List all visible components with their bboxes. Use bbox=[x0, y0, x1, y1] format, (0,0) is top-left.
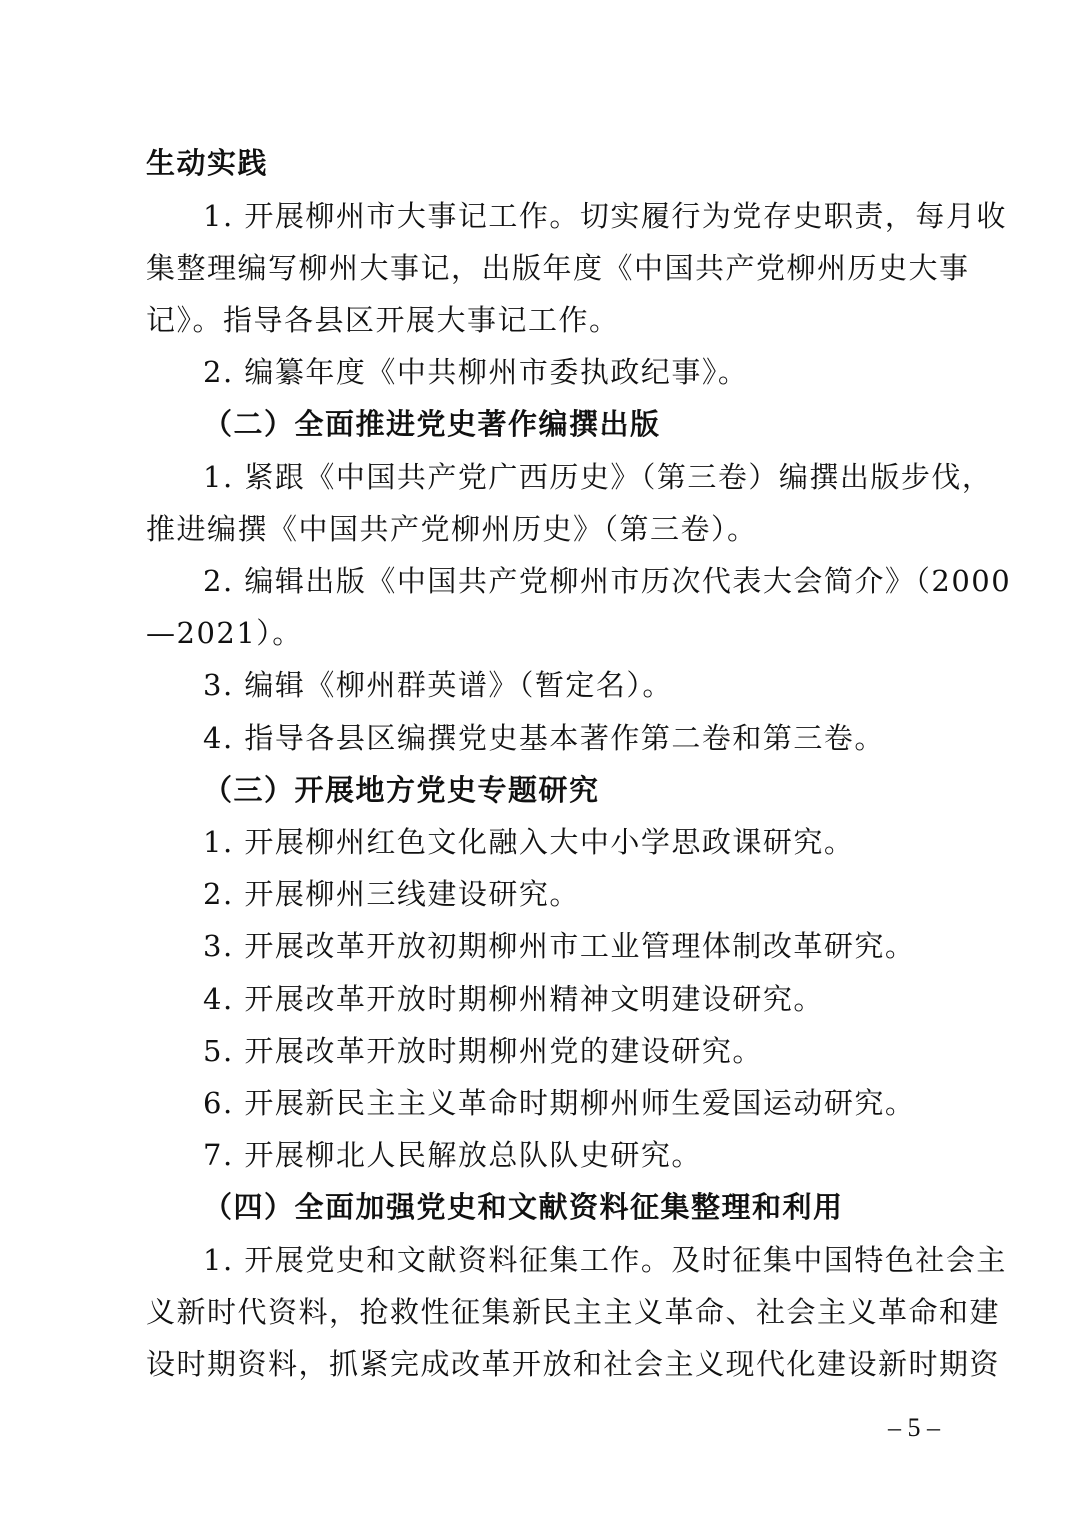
section-continuation-heading: 生动实践 bbox=[146, 146, 269, 180]
paragraph-line: 7. 开展柳北人民解放总队队史研究。 bbox=[203, 1138, 702, 1172]
paragraph-line: 5. 开展改革开放时期柳州党的建设研究。 bbox=[203, 1034, 763, 1068]
page-number: – 5 – bbox=[888, 1413, 940, 1442]
paragraph-line: 1. 开展党史和文献资料征集工作。及时征集中国特色社会主 bbox=[203, 1243, 1007, 1277]
paragraph-line: 1. 紧跟《中国共产党广西历史》（第三卷）编撰出版步伐， bbox=[203, 460, 993, 494]
paragraph-line: 2. 开展柳州三线建设研究。 bbox=[203, 877, 580, 911]
paragraph-line: 记》。指导各县区开展大事记工作。 bbox=[146, 303, 620, 337]
paragraph-line: 2. 编纂年度《中共柳州市委执政纪事》。 bbox=[203, 355, 749, 389]
section-heading-3: （三）开展地方党史专题研究 bbox=[203, 773, 600, 807]
section-heading-2: （二）全面推进党史著作编撰出版 bbox=[203, 407, 661, 441]
paragraph-line: 6. 开展新民主主义革命时期柳州师生爱国运动研究。 bbox=[203, 1086, 916, 1120]
paragraph-line: 3. 编辑《柳州群英谱》（暂定名）。 bbox=[203, 668, 673, 702]
paragraph-line: 4. 开展改革开放时期柳州精神文明建设研究。 bbox=[203, 982, 824, 1016]
paragraph-line: —2021）。 bbox=[146, 616, 303, 650]
paragraph-line: 义新时代资料，抢救性征集新民主主义革命、社会主义革命和建 bbox=[146, 1295, 1001, 1329]
paragraph-line: 推进编撰《中国共产党柳州历史》（第三卷）。 bbox=[146, 512, 758, 546]
paragraph-line: 4. 指导各县区编撰党史基本著作第二卷和第三卷。 bbox=[203, 721, 885, 755]
paragraph-line: 1. 开展柳州市大事记工作。切实履行为党存史职责，每月收 bbox=[203, 199, 1007, 233]
paragraph-line: 集整理编写柳州大事记，出版年度《中国共产党柳州历史大事 bbox=[146, 251, 970, 285]
paragraph-line: 设时期资料，抓紧完成改革开放和社会主义现代化建设新时期资 bbox=[146, 1347, 1001, 1381]
section-heading-4: （四）全面加强党史和文献资料征集整理和利用 bbox=[203, 1190, 844, 1224]
paragraph-line: 3. 开展改革开放初期柳州市工业管理体制改革研究。 bbox=[203, 929, 916, 963]
paragraph-line: 1. 开展柳州红色文化融入大中小学思政课研究。 bbox=[203, 825, 855, 859]
paragraph-line: 2. 编辑出版《中国共产党柳州市历次代表大会简介》（2000 bbox=[203, 564, 1012, 598]
